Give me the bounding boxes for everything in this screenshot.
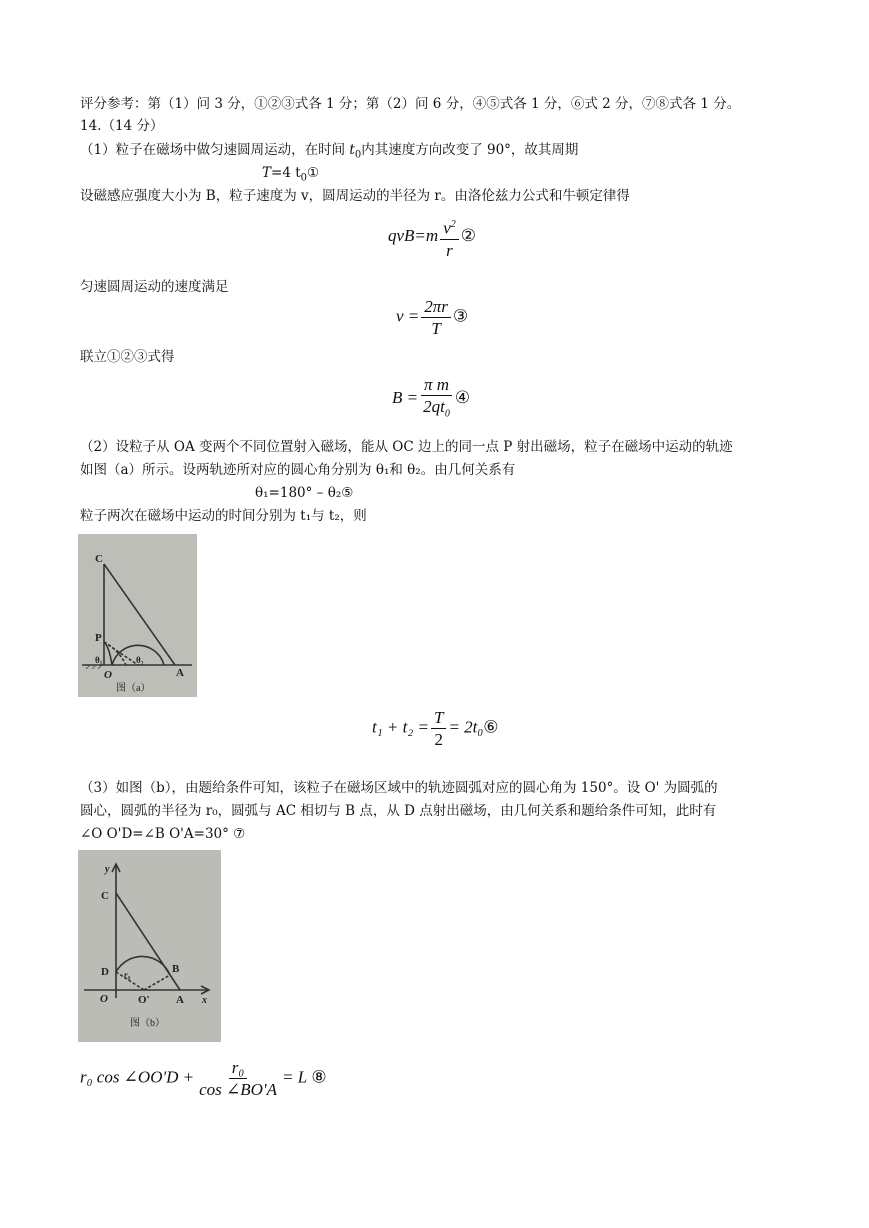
fig-a-label-theta1: θ₁ [95, 655, 103, 665]
fig-b-label-r0: r₀ [124, 970, 131, 980]
part2-times-text: 粒子两次在磁场中运动的时间分别为 t₁与 t₂，则 [80, 508, 367, 524]
equation-4: B = $\frac{\text{π m}}{2qt_0}$ ④ [392, 375, 471, 420]
scoring-note: 评分参考：第（1）问 3 分，①②③式各 1 分；第（2）问 6 分，④⑤式各 1 分，⑥式 2 分，⑦⑧式各 1 分。 [80, 96, 741, 112]
fig-a-label-o: O [104, 669, 112, 681]
equation-5: θ₁=180° – θ₂⑤ [255, 485, 354, 501]
figure-b [78, 850, 221, 1042]
combine-text: 联立①②③式得 [80, 349, 175, 365]
question-header: 14.（14 分） [80, 118, 164, 134]
equation-3: v = $\frac{2\pi r}{T}$ ③ [396, 297, 469, 338]
equation-6: t₁ + t₂ = $\frac{T}{2}$ = 2t₀⑥ [372, 708, 499, 749]
figure-a [78, 534, 197, 697]
fig-b-label-d: D [101, 966, 109, 978]
equation-2: qvB=m $\frac{v^2}{r}$ ② [388, 215, 476, 260]
fig-a-label-p: P [95, 632, 102, 644]
fig-b-label-a: A [176, 994, 184, 1006]
fig-a-label-c: C [95, 553, 103, 565]
part3-line2: 圆心，圆弧的半径为 r₀，圆弧与 AC 相切与 B 点，从 D 点射出磁场，由几何关系和题给条件可知，此时有 [80, 803, 717, 819]
equation-1: T=4 $t_0①$ [262, 165, 320, 184]
speed-text: 匀速圆周运动的速度满足 [80, 279, 229, 295]
fig-b-label-c: C [101, 890, 109, 902]
equation-7: ∠O O'D=∠B O'A=30° ⑦ [80, 826, 246, 842]
part2-line2: 如图（a）所示。设两轨迹所对应的圆心角分别为 θ₁和 θ₂。由几何关系有 [80, 462, 516, 478]
fig-b-label-x: x [202, 995, 207, 1006]
fig-b-label-b: B [172, 963, 180, 975]
fig-a-caption: 图（a） [116, 683, 151, 694]
part3-line1: （3）如图（b），由题给条件可知，该粒子在磁场区域中的轨迹圆弧对应的圆心角为 150°。设 O' 为圆弧的 [80, 780, 718, 796]
fig-b-label-o-prime: O' [138, 994, 150, 1006]
part1-intro: （1）粒子在磁场中做匀速圆周运动，在时间 $t_0$内其速度方向改变了 90°，故其周期 [80, 142, 579, 161]
fig-b-caption: 图（b） [130, 1018, 165, 1029]
equation-8: r₀ cos ∠OO'D + $\frac{\text{r₀}}{\cos \angle BO'A}$ = L ⑧ [80, 1058, 327, 1099]
part2-line1: （2）设粒子从 OA 变两个不同位置射入磁场，能从 OC 边上的同一点 P 射出磁场，粒子在磁场中运动的轨迹 [80, 439, 733, 455]
part1-setup: 设磁感应强度大小为 B，粒子速度为 v，圆周运动的半径为 r。由洛伦兹力公式和牛顿定律得 [80, 188, 630, 204]
fig-b-label-o: O [100, 993, 108, 1005]
fig-a-label-a: A [176, 667, 184, 679]
fig-a-label-theta2: θ₂ [136, 655, 144, 665]
fig-b-label-y: y [105, 864, 110, 875]
